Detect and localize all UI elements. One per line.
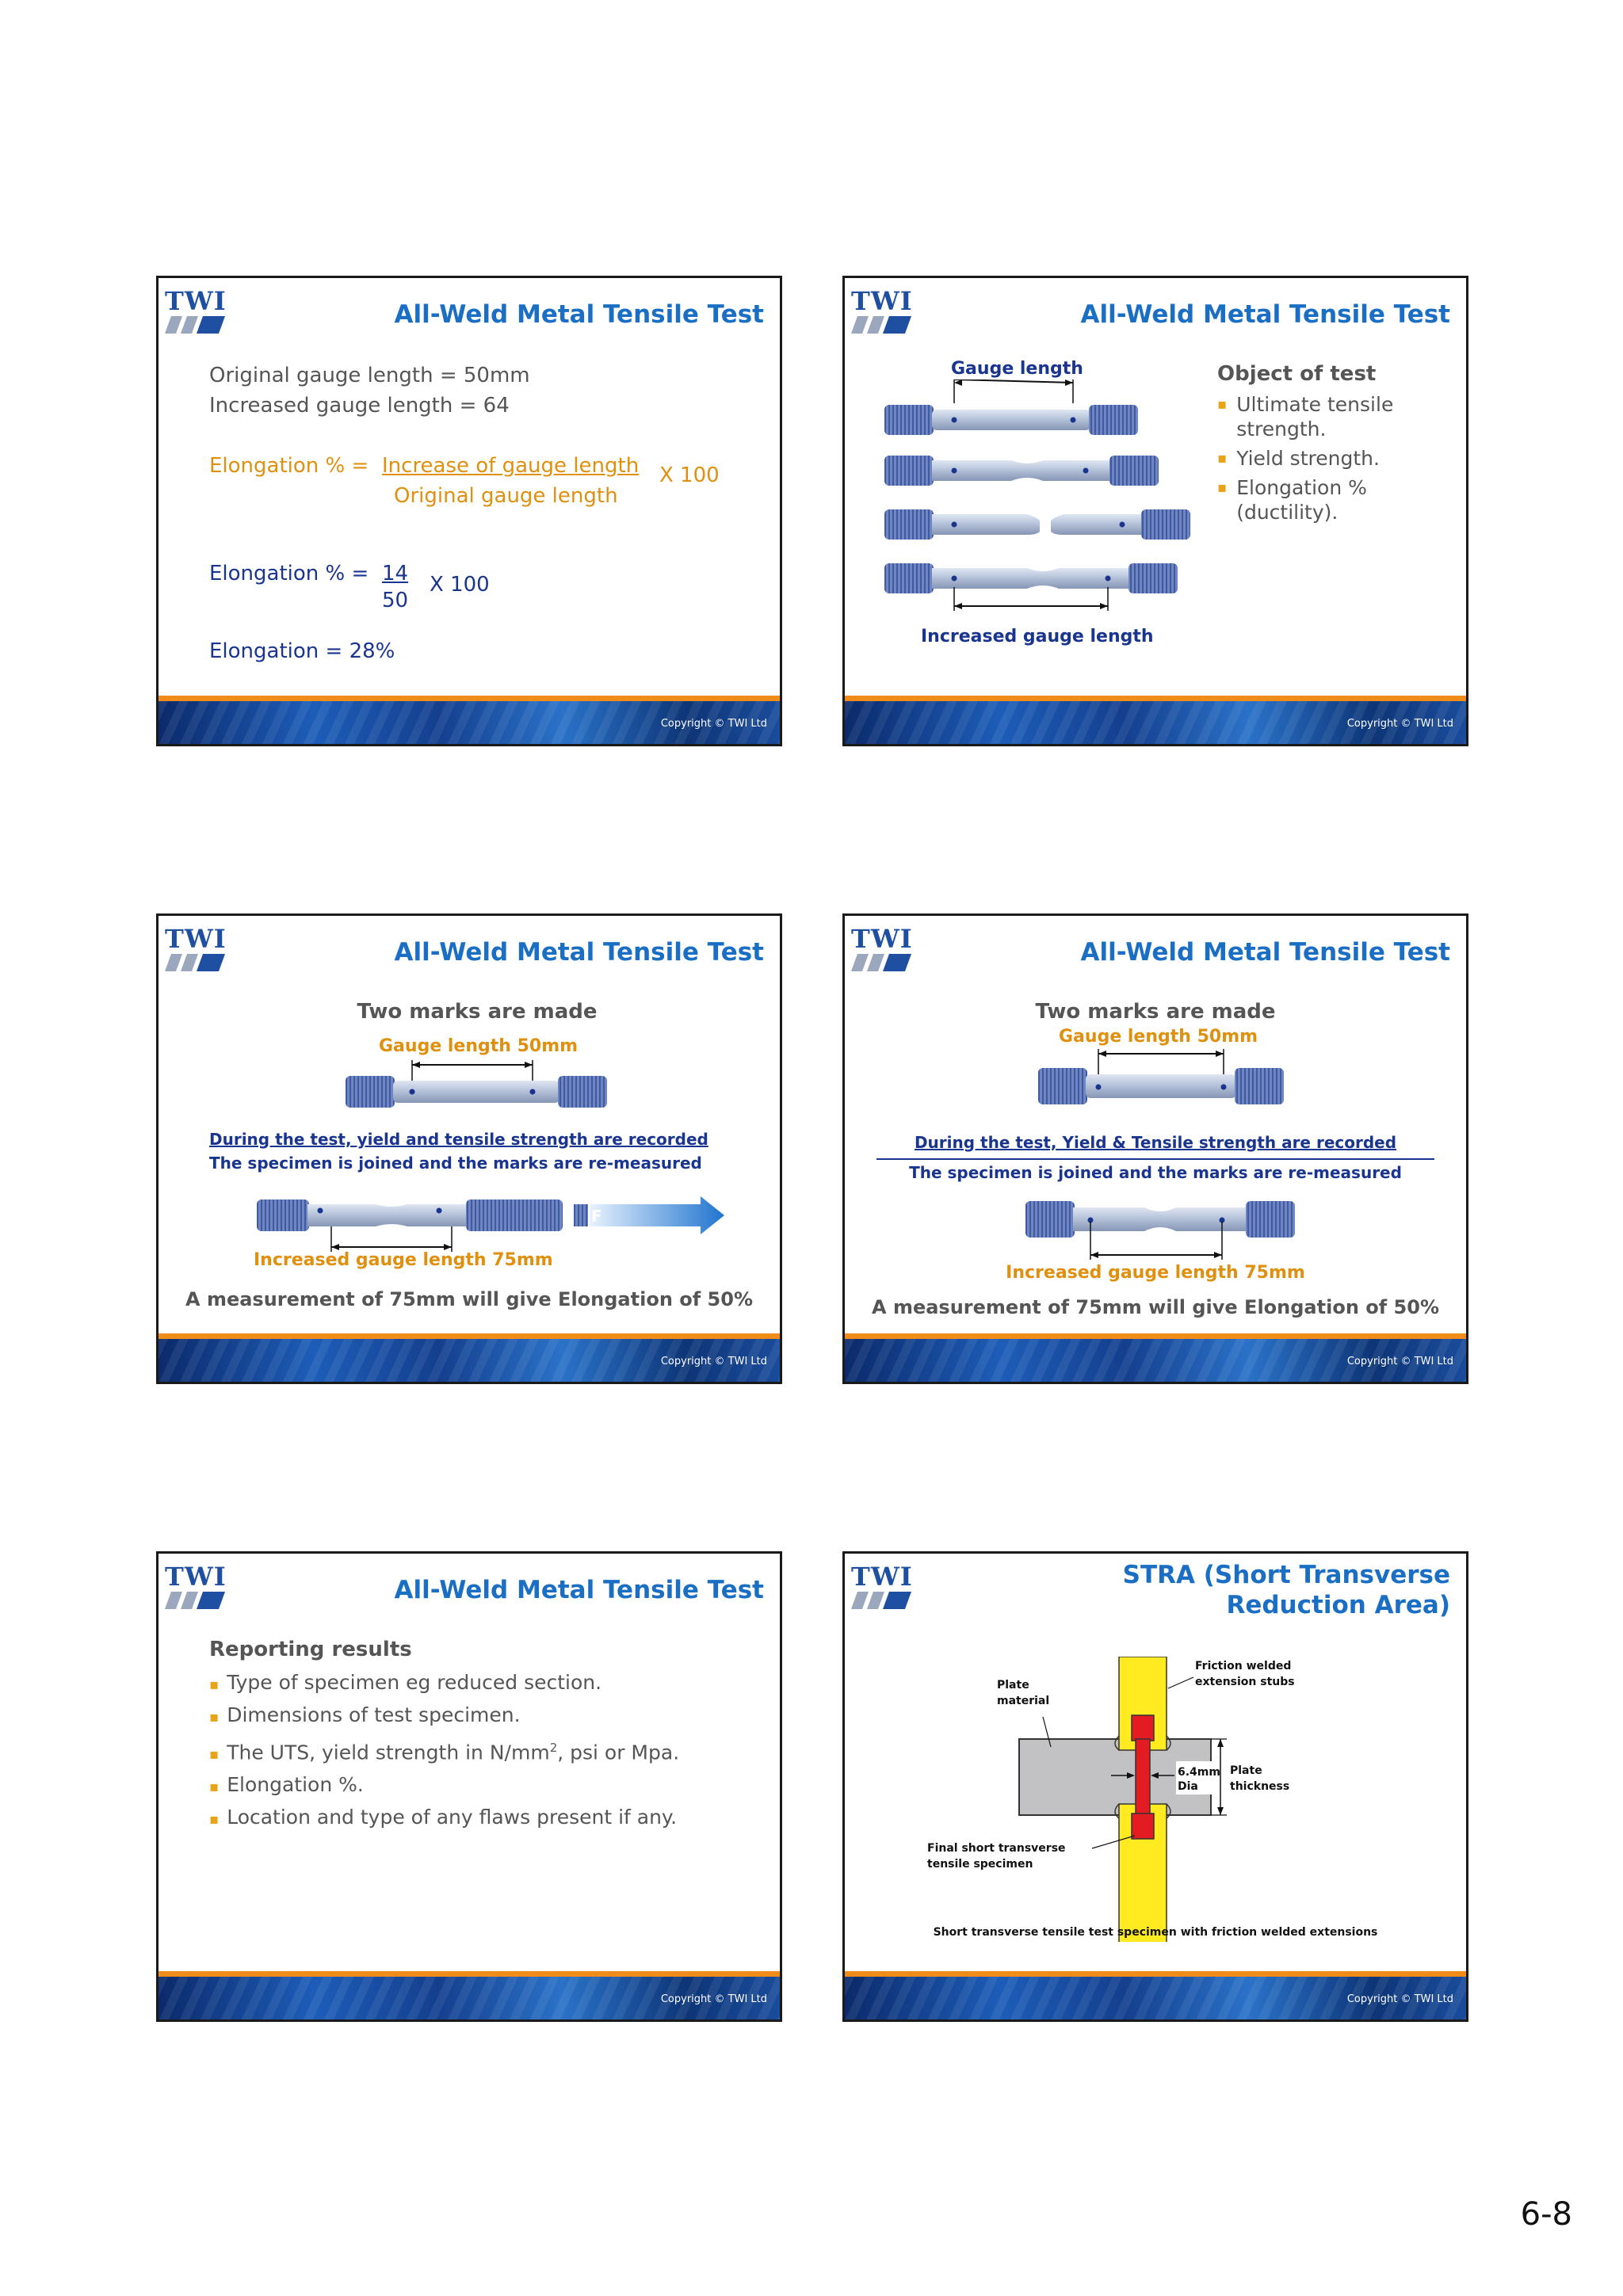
dia-label-1: 6.4mm [1178,1766,1220,1779]
elongation-result: Elongation = 28% [209,639,395,663]
list-item: ▪ Ultimate tensile strength. [1217,393,1394,441]
plate-material-label-1: Plate [997,1679,1029,1691]
list-item: ▪ Elongation %. [209,1773,364,1797]
specimen-after-test [1025,1198,1295,1269]
footer-stripe [845,1333,1466,1339]
elongation-conclusion: A measurement of 75mm will give Elongation of 50% [185,1288,753,1310]
stra-caption: Short transverse tensile test specimen with friction welded extensions [933,1926,1378,1939]
slide-6 [842,1551,1468,2022]
slide-4 [842,913,1468,1384]
footer-stripe [158,696,780,701]
logo-bars-icon [165,1592,225,1609]
twi-logo: TWI [163,286,227,335]
reporting-list [209,1668,679,1835]
footer-band: Copyright © TWI Ltd [845,701,1466,744]
twi-logo: TWI [850,924,913,973]
friction-label-2: extension stubs [1195,1676,1295,1688]
object-heading: Object of test [1217,362,1377,386]
calc-numerator: 14 [382,562,409,585]
footer-stripe [845,696,1466,701]
specimen-necking [884,456,1159,486]
calc-denominator: 50 [382,589,409,612]
formula-prefix: Elongation % = [209,454,369,478]
footer-band: Copyright © TWI Ltd [845,1977,1466,2019]
twi-logo: TWI [163,1562,227,1611]
final-specimen-label-2: tensile specimen [927,1858,1033,1871]
increased-gauge-label: Increased gauge length [921,627,1154,646]
footer-band: Copyright © TWI Ltd [158,1977,780,2019]
increased-gauge-75-label: Increased gauge length 75mm [1006,1263,1305,1283]
footer-stripe [845,1971,1466,1977]
specimen-before-test [346,1058,609,1112]
footer-stripe [158,1333,780,1339]
stra-specimen-diagram [916,1657,1392,1942]
dia-label-2: Dia [1178,1780,1198,1793]
test-recorded-line: During the test, Yield & Tensile strength are recorded [914,1133,1397,1152]
specimen-under-force [257,1193,732,1257]
gauge-length-label: Gauge length [951,359,1083,379]
increased-gauge-75-label: Increased gauge length 75mm [254,1250,553,1270]
slide-title: All-Weld Metal Tensile Test [394,300,764,329]
marks-heading: Two marks are made [1035,1000,1276,1024]
footer-band: Copyright © TWI Ltd [845,1339,1466,1382]
logo-bars-icon [165,954,225,971]
marks-heading: Two marks are made [357,1000,598,1024]
logo-bars-icon [165,316,225,334]
formula-multiplier: X 100 [659,463,720,487]
formula-numerator: Increase of gauge length [382,454,640,478]
twi-logo: TWI [163,924,227,973]
list-item: ▪ Elongation %(ductility). [1217,476,1367,524]
tensile-specimens-diagram [884,379,1201,617]
twi-logo: TWI [850,286,913,335]
list-item: ▪ Yield strength. [1217,447,1380,470]
re-measured-line: The specimen is joined and the marks are re-measured [876,1158,1434,1182]
force-label: F [591,1207,602,1226]
list-item: ▪ Location and type of any flaws present if any. [209,1806,678,1829]
specimen-fractured [884,509,1190,540]
footer-band: Copyright © TWI Ltd [158,1339,780,1382]
gauge-length-50-label: Gauge length 50mm [1059,1027,1258,1047]
footer-stripe [158,1971,780,1977]
logo-bars-icon [851,1592,911,1609]
increased-gauge-line: Increased gauge length = 64 [209,394,510,418]
gauge-length-50-label: Gauge length 50mm [379,1036,579,1056]
elongation-conclusion: A measurement of 75mm will give Elongation of 50% [872,1296,1439,1318]
list-item: ▪ The UTS, yield strength in $N/mm^2$, psi or Mpa. [209,1741,680,1764]
friction-label-1: Friction welded [1195,1660,1292,1672]
slide-title: STRA (Short Transverse Reduction Area) [1122,1561,1450,1619]
final-specimen-label-1: Final short transverse [927,1842,1066,1855]
plate-thickness-label-1: Plate [1230,1764,1262,1777]
slide-title: All-Weld Metal Tensile Test [394,938,764,967]
list-item: ▪ Type of specimen eg reduced section. [209,1671,602,1694]
page-number: 6-8 [1520,2196,1572,2233]
slide-3 [156,913,782,1384]
plate-thickness-label-2: thickness [1230,1780,1290,1793]
specimen-before-test [1038,1046,1284,1117]
original-gauge-line: Original gauge length = 50mm [209,364,530,387]
logo-bars-icon [851,316,911,334]
re-measured-line: The specimen is joined and the marks are re-measured [209,1154,702,1173]
list-item: ▪ Dimensions of test specimen. [209,1703,521,1726]
specimen-rejoined [884,563,1178,593]
reporting-heading: Reporting results [209,1638,412,1661]
slide-2 [842,276,1468,746]
formula-denominator: Original gauge length [394,484,618,508]
logo-bars-icon [851,954,911,971]
slide-title: All-Weld Metal Tensile Test [1080,300,1450,329]
twi-logo: TWI [850,1562,913,1611]
slide-title: All-Weld Metal Tensile Test [394,1576,764,1604]
specimen-original [884,405,1138,435]
object-list [1217,392,1455,524]
slide-5 [156,1551,782,2022]
test-recorded-line: During the test, yield and tensile strength are recorded [209,1130,708,1149]
calc-multiplier: X 100 [430,573,490,597]
slide-title: All-Weld Metal Tensile Test [1080,938,1450,967]
calc-prefix: Elongation % = [209,562,369,585]
plate-material-label-2: material [997,1695,1050,1707]
slide-1 [156,276,782,746]
footer-band: Copyright © TWI Ltd [158,701,780,744]
